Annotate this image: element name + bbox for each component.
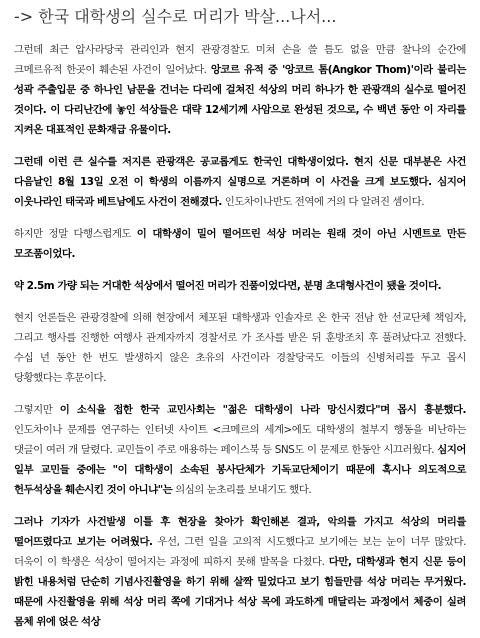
article-paragraph (14, 152, 466, 212)
article-body (14, 40, 466, 632)
body-text: 하지만 정말 다행스럽게도 (14, 228, 137, 240)
emphasized-text: 이 대학생이 밀어 떨어뜨린 석상 머리는 원래 것이 아닌 시멘트로 만든 모조품이었다. (14, 228, 466, 260)
article-paragraph (14, 224, 466, 264)
emphasized-text: 심지어 일부 교민들 중에는 "이 대학생이 소속된 봉사단체가 기독교단체이기 때문에 혹시나 의도적으로 헌두석상을 훼손시킨 것이 아니냐"는 (14, 444, 466, 496)
article-paragraph (14, 276, 466, 296)
article-paragraph (14, 512, 466, 632)
emphasized-text: 앙코르 유적 중 '앙코르 톰(Angkor Thom)'이라 불리는 성곽 주출입문 중 하나인 남문을 건너는 다리에 걸쳐진 석상의 머리 하나가 한 관광객의 실수로 떨어진 것이다. 이 다리난간에 놓인 석상들은 대략 12세기께 사암으로 완성된 것으로, 수 백년 동안 이 자리를 지켜온 대표적인 문화재급 유물이다. (14, 64, 466, 136)
article-paragraph (14, 400, 466, 500)
emphasized-text: 그러나 기자가 사건발생 이틀 후 현장을 찾아가 확인해본 결과, 악의를 가지고 석상의 머리를 떨어뜨렸다고 보기는 어려웠다. (14, 516, 466, 548)
body-text: 인도차이나반도 전역에 거의 다 알려진 셈이다. (221, 196, 425, 208)
article-paragraph (14, 40, 466, 140)
body-text: 현지 언론들은 관광경찰에 의해 현장에서 체포된 대학생과 인솔자로 온 한국 전남 한 선교단체 책임자, 그리고 행사를 진행한 여행사 관계자까지 경찰서로 가 조사를 받은 뒤 훈방조치 후 풀려났다고 전했다. 수십 년 동안 한 번도 발생하지 않은 초유의 사건이라 경찰당국도 이들의 신병처리를 두고 몹시 당황했다는 후문이다. (14, 312, 466, 384)
body-text: 우선, 그런 일을 고의적 시도했다고 보기에는 보는 눈이 너무 많았다. 더욱이 이 학생은 석상이 떨어지는 과정에 피하지 못해 발목을 다쳤다. (14, 536, 467, 568)
emphasized-text: 다만, 대학생과 현지 신문 등이 밝힌 내용처럼 단순히 기념사진촬영을 하기 위해 살짝 밀었다고 보기 힘들만큼 석상 머리는 무거웠다. 때문에 사진촬영을 위해 석상 머리 쪽에 기대거나 석상 목에 과도하게 매달리는 과정에서 체중이 실려 몸체 위에 얹은 석상 (14, 556, 466, 628)
article-paragraph (14, 308, 466, 388)
emphasized-text: 그런데 이런 큰 실수를 저지른 관광객은 공교롭게도 한국인 대학생이었다. 현지 신문 대부분은 사건 다음날인 8월 13일 오전 이 학생의 이름까지 실명으로 거론하며 이 사건을 크게 보도했다. 심지어 이웃나라인 태국과 베트남에도 사건이 전해졌다. (14, 156, 466, 208)
emphasized-text: 약 2.5m 가량 되는 거대한 석상에서 떨어진 머리가 진품이었다면, 분명 초대형사건이 됐을 것이다. (14, 280, 442, 292)
body-text: 그런데 최근 압사라당국 관리인과 현지 관광경찰도 미쳐 손을 쓸 틈도 없을 만큼 찰나의 순간에 크메르유적 한곳이 훼손된 사건이 일어났다. (14, 44, 466, 76)
article-headline: -> 한국 대학생의 실수로 머리가 박살...나서... (14, 7, 337, 26)
body-text: 인도차이나 문제를 연구하는 인터넷 사이트 <크메르의 세계>에도 대학생의 철부지 행동을 비난하는 댓글이 여러 개 달렸다. 교민들이 주로 애용하는 페이스북 등 SNS도 이 문제로 한동안 시끄러웠다. (14, 424, 466, 456)
body-text: 의심의 눈초리를 보내기도 했다. (172, 484, 312, 496)
body-text: 그렇지만 (14, 404, 60, 416)
emphasized-text: 이 소식을 접한 한국 교민사회는 "젊은 대학생이 나라 망신시켰다"며 몹시 흥분했다. (59, 404, 466, 416)
